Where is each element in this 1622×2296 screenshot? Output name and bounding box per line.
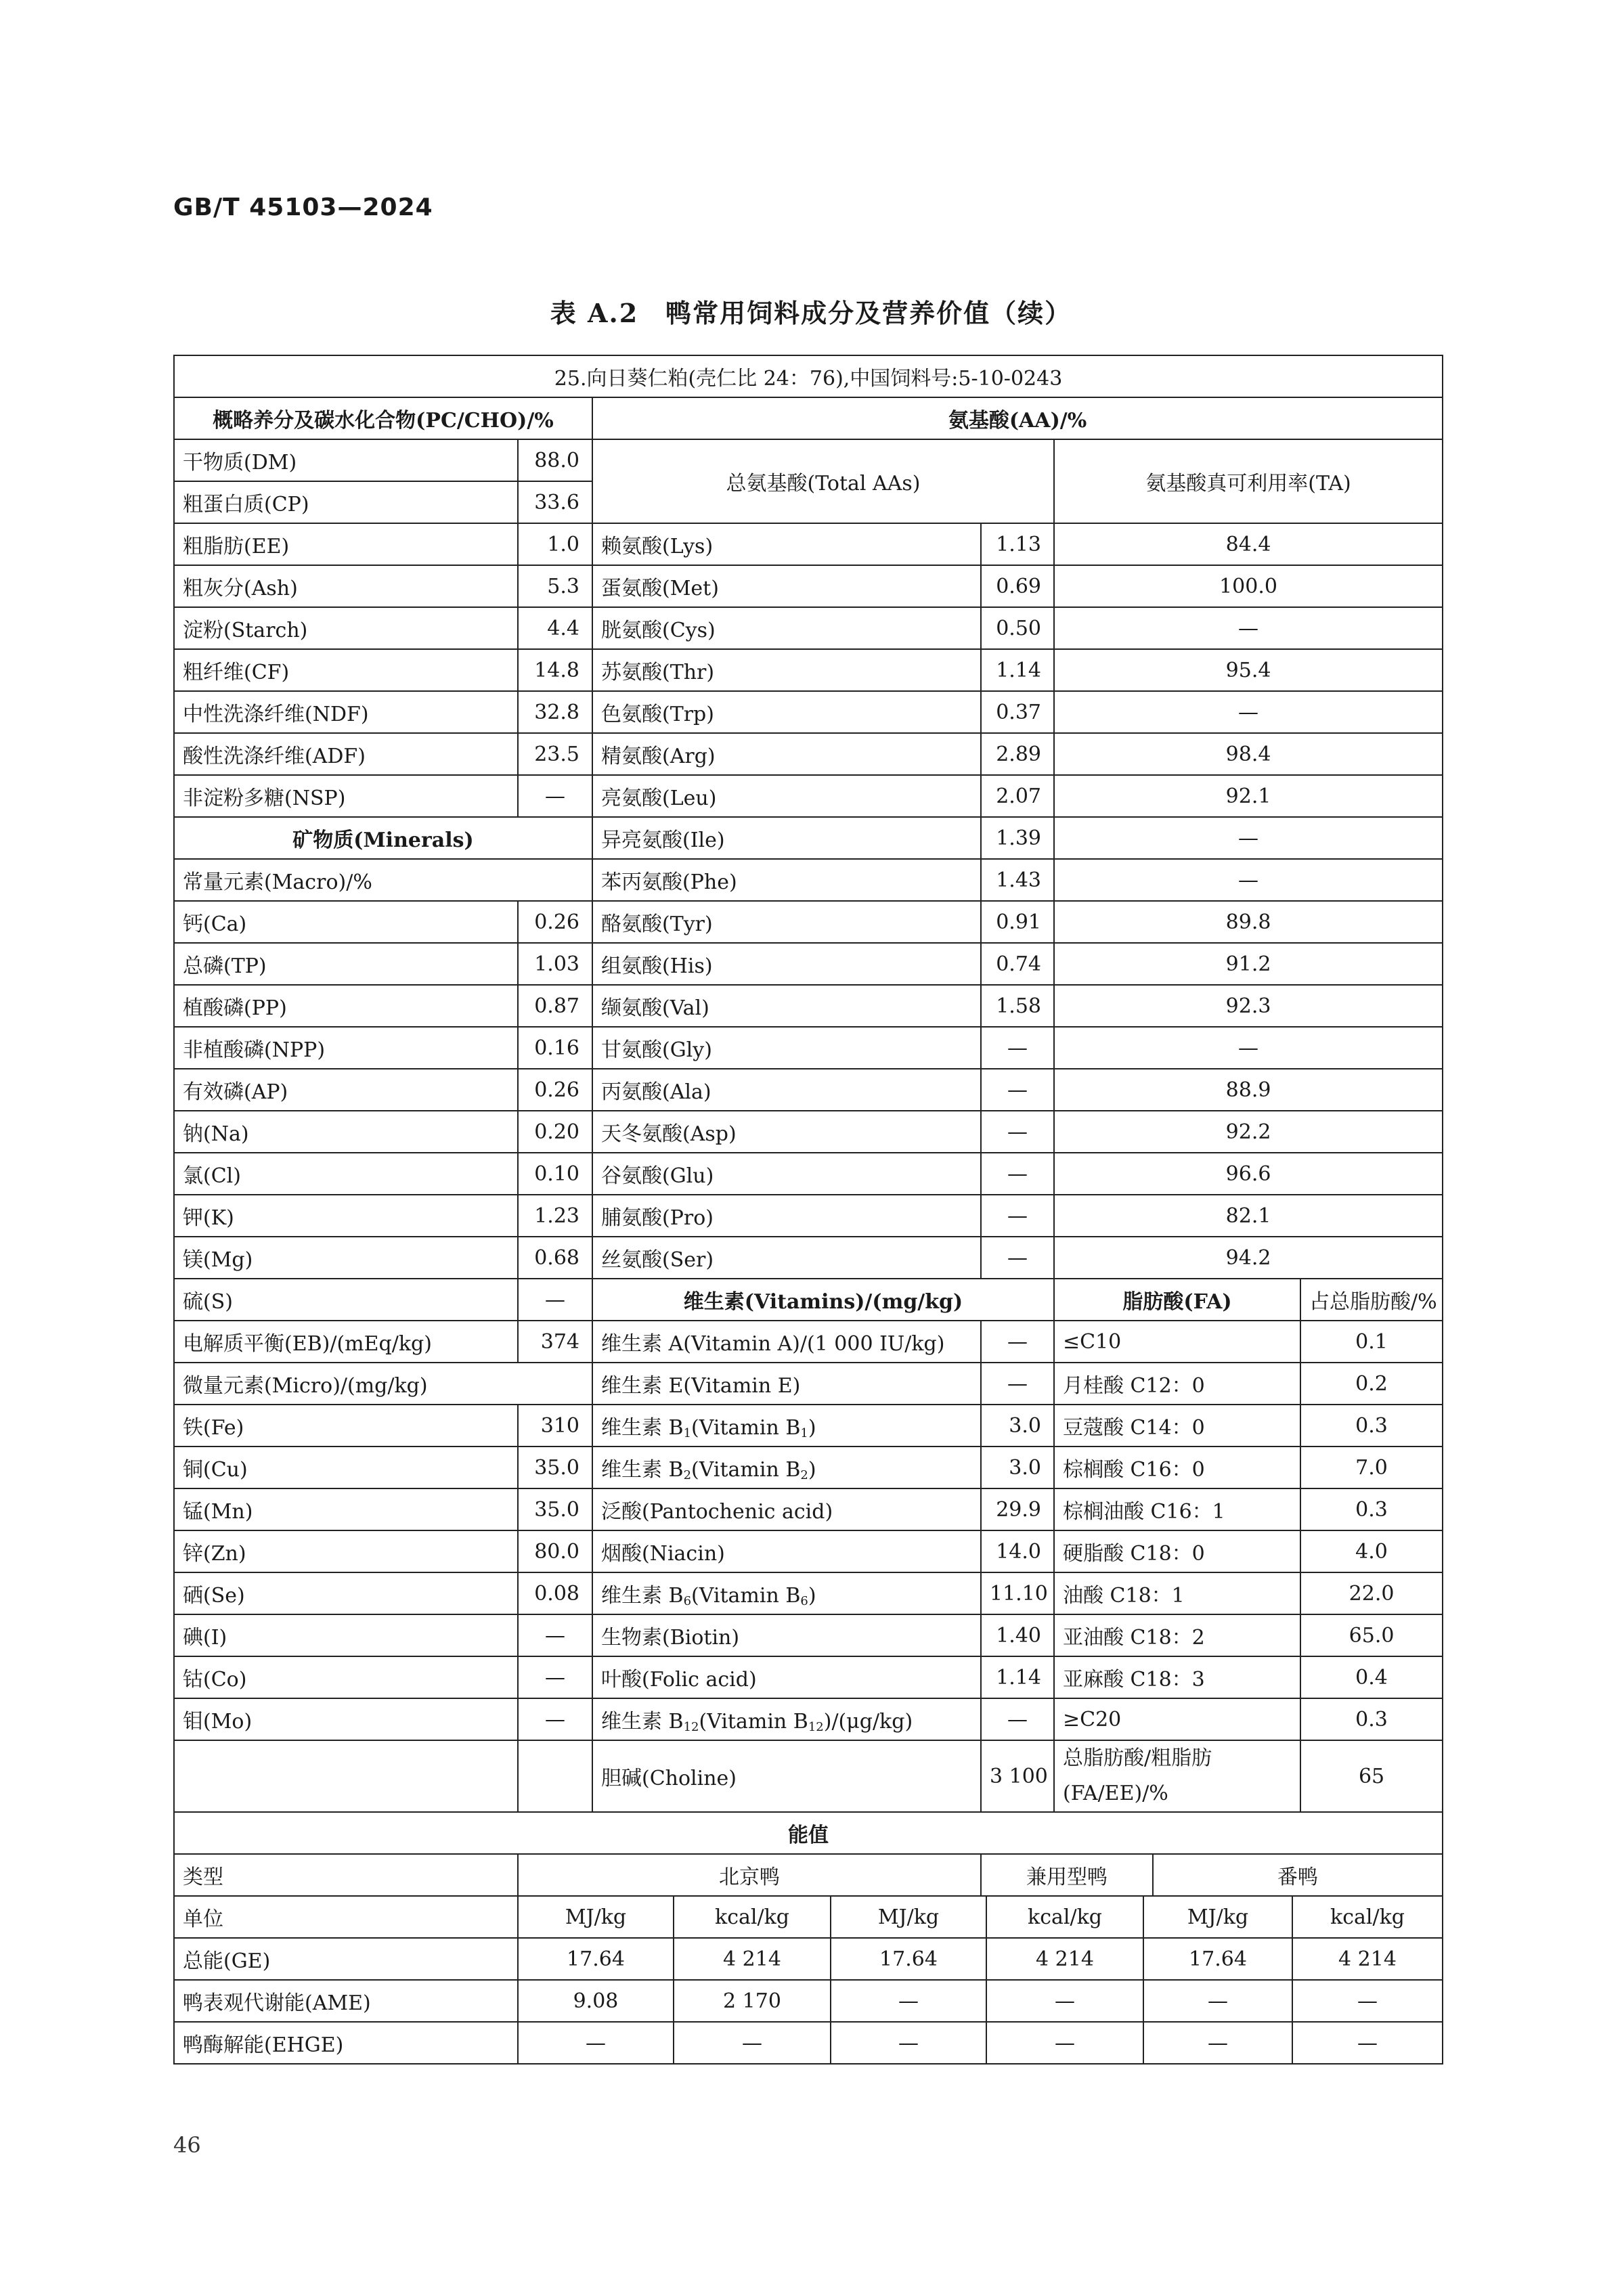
table-cell: 甘氨酸(Gly) bbox=[592, 1027, 981, 1069]
table-cell: 丝氨酸(Ser) bbox=[592, 1237, 981, 1279]
table-cell: 碘(I) bbox=[174, 1614, 518, 1656]
table-cell: — bbox=[831, 2022, 986, 2064]
table-cell: 0.08 bbox=[518, 1572, 592, 1614]
table-row bbox=[174, 1405, 1443, 1447]
table-cell: MJ/kg bbox=[518, 1896, 674, 1938]
table-cell: 33.6 bbox=[518, 481, 592, 523]
table-cell: 23.5 bbox=[518, 733, 592, 775]
table-cell: 总脂肪酸/粗脂肪(FA/EE)/% bbox=[1054, 1740, 1300, 1812]
table-row bbox=[174, 439, 1443, 481]
table-cell: 1.03 bbox=[518, 943, 592, 985]
table-cell: 94.2 bbox=[1054, 1237, 1443, 1279]
table-cell: MJ/kg bbox=[1143, 1896, 1292, 1938]
table-cell: 4.0 bbox=[1300, 1530, 1443, 1572]
table-cell: 65.0 bbox=[1300, 1614, 1443, 1656]
table-cell: — bbox=[986, 2022, 1143, 2064]
table-cell: 1.13 bbox=[981, 523, 1054, 565]
table-cell: 维生素 A(Vitamin A)/(1 000 IU/kg) bbox=[592, 1321, 981, 1363]
table-cell: — bbox=[981, 1195, 1054, 1237]
table-cell: — bbox=[981, 1027, 1054, 1069]
table-cell: — bbox=[831, 1980, 986, 2022]
table-cell: 0.3 bbox=[1300, 1405, 1443, 1447]
table-cell: — bbox=[981, 1698, 1054, 1740]
table-row bbox=[174, 691, 1443, 733]
table-cell: 维生素 E(Vitamin E) bbox=[592, 1363, 981, 1405]
table-cell: 月桂酸 C12：0 bbox=[1054, 1363, 1300, 1405]
table-cell: — bbox=[981, 1321, 1054, 1363]
table-cell: 泛酸(Pantochenic acid) bbox=[592, 1488, 981, 1530]
table-cell: 9.08 bbox=[518, 1980, 674, 2022]
table-cell: 铜(Cu) bbox=[174, 1447, 518, 1488]
table-cell: 65 bbox=[1300, 1740, 1443, 1812]
table-cell: 1.58 bbox=[981, 985, 1054, 1027]
feed-name: 25.向日葵仁粕(壳仁比 24：76),中国饲料号:5-10-0243 bbox=[174, 355, 1443, 397]
table-cell: 1.14 bbox=[981, 649, 1054, 691]
table-cell: 35.0 bbox=[518, 1488, 592, 1530]
table-row bbox=[174, 859, 1443, 901]
table-cell: — bbox=[518, 1614, 592, 1656]
row-label: 鸭表观代谢能(AME) bbox=[174, 1980, 518, 2022]
table-row bbox=[174, 1279, 1443, 1321]
table-cell: 硒(Se) bbox=[174, 1572, 518, 1614]
table-row bbox=[174, 1980, 1443, 2022]
table-row bbox=[174, 733, 1443, 775]
table-row bbox=[174, 817, 1443, 859]
page-number: 46 bbox=[173, 2132, 201, 2158]
table-cell: 91.2 bbox=[1054, 943, 1443, 985]
section-header: 常量元素(Macro)/% bbox=[174, 859, 592, 901]
table-cell: 蛋氨酸(Met) bbox=[592, 565, 981, 607]
table-cell: 98.4 bbox=[1054, 733, 1443, 775]
row-label: 总能(GE) bbox=[174, 1938, 518, 1980]
table-cell: 粗灰分(Ash) bbox=[174, 565, 518, 607]
table-cell: 缬氨酸(Val) bbox=[592, 985, 981, 1027]
table-cell: 88.0 bbox=[518, 439, 592, 481]
empty-cell bbox=[174, 1740, 518, 1812]
table-cell: 维生素 $B_2(Vitamin$ $B_2$) bbox=[592, 1447, 981, 1488]
table-cell: 88.9 bbox=[1054, 1069, 1443, 1111]
column-header: 总氨基酸(Total AAs) bbox=[592, 439, 1054, 523]
table-cell: — bbox=[986, 1980, 1143, 2022]
table-cell: 钴(Co) bbox=[174, 1656, 518, 1698]
table-row bbox=[174, 649, 1443, 691]
table-cell: 锌(Zn) bbox=[174, 1530, 518, 1572]
table-cell: — bbox=[1292, 2022, 1443, 2064]
table-cell: 植酸磷(PP) bbox=[174, 985, 518, 1027]
table-cell: 0.50 bbox=[981, 607, 1054, 649]
section-header: 微量元素(Micro)/(mg/kg) bbox=[174, 1363, 592, 1405]
table-cell: 维生素 $B_1(Vitamin$ $B_1$) bbox=[592, 1405, 981, 1447]
table-cell: kcal/kg bbox=[674, 1896, 831, 1938]
table-cell: 17.64 bbox=[831, 1938, 986, 1980]
table-row bbox=[174, 1111, 1443, 1153]
table-cell: ≥C20 bbox=[1054, 1698, 1300, 1740]
table-cell: 铁(Fe) bbox=[174, 1405, 518, 1447]
table-cell: 生物素(Biotin) bbox=[592, 1614, 981, 1656]
table-cell: 有效磷(AP) bbox=[174, 1069, 518, 1111]
table-cell: 29.9 bbox=[981, 1488, 1054, 1530]
table-row bbox=[174, 607, 1443, 649]
table-cell: 天冬氨酸(Asp) bbox=[592, 1111, 981, 1153]
section-header: 矿物质(Minerals) bbox=[174, 817, 592, 859]
table-cell: 异亮氨酸(Ile) bbox=[592, 817, 981, 859]
table-cell: 14.8 bbox=[518, 649, 592, 691]
table-cell: 17.64 bbox=[1143, 1938, 1292, 1980]
table-cell: 酪氨酸(Tyr) bbox=[592, 901, 981, 943]
column-header: 占总脂肪酸/% bbox=[1300, 1279, 1443, 1321]
table-cell: 0.20 bbox=[518, 1111, 592, 1153]
table-cell: 92.2 bbox=[1054, 1111, 1443, 1153]
table-cell: 0.3 bbox=[1300, 1488, 1443, 1530]
table-row bbox=[174, 1812, 1443, 1854]
table-row bbox=[174, 1896, 1443, 1938]
table-cell: 干物质(DM) bbox=[174, 439, 518, 481]
table-cell: 色氨酸(Trp) bbox=[592, 691, 981, 733]
table-cell: 2.07 bbox=[981, 775, 1054, 817]
table-cell: 4.4 bbox=[518, 607, 592, 649]
table-cell: 镁(Mg) bbox=[174, 1237, 518, 1279]
section-header: 概略养分及碳水化合物(PC/CHO)/% bbox=[174, 397, 592, 439]
nutrient-table bbox=[173, 355, 1443, 1897]
table-row bbox=[174, 397, 1443, 439]
table-cell: 亮氨酸(Leu) bbox=[592, 775, 981, 817]
table-cell: 0.26 bbox=[518, 901, 592, 943]
table-row bbox=[174, 523, 1443, 565]
table-row bbox=[174, 1740, 1443, 1812]
column-header: 兼用型鸭 bbox=[981, 1854, 1153, 1896]
table-cell: 钠(Na) bbox=[174, 1111, 518, 1153]
column-header: 氨基酸真可利用率(TA) bbox=[1054, 439, 1443, 523]
table-cell: — bbox=[1292, 1980, 1443, 2022]
table-row bbox=[174, 1153, 1443, 1195]
empty-cell bbox=[518, 1740, 592, 1812]
table-cell: — bbox=[1143, 1980, 1292, 2022]
table-cell: 粗纤维(CF) bbox=[174, 649, 518, 691]
table-row bbox=[174, 355, 1443, 397]
table-cell: 粗蛋白质(CP) bbox=[174, 481, 518, 523]
table-cell: 棕榈酸 C16：0 bbox=[1054, 1447, 1300, 1488]
table-row bbox=[174, 1237, 1443, 1279]
table-row bbox=[174, 1069, 1443, 1111]
table-cell: 0.26 bbox=[518, 1069, 592, 1111]
row-label: 单位 bbox=[174, 1896, 518, 1938]
table-cell: kcal/kg bbox=[1292, 1896, 1443, 1938]
table-cell: 组氨酸(His) bbox=[592, 943, 981, 985]
table-cell: 32.8 bbox=[518, 691, 592, 733]
table-cell: 96.6 bbox=[1054, 1153, 1443, 1195]
table-cell: 淀粉(Starch) bbox=[174, 607, 518, 649]
table-row bbox=[174, 1321, 1443, 1363]
table-row bbox=[174, 1656, 1443, 1698]
table-cell: 钼(Mo) bbox=[174, 1698, 518, 1740]
table-cell: 非植酸磷(NPP) bbox=[174, 1027, 518, 1069]
table-cell: 0.3 bbox=[1300, 1698, 1443, 1740]
table-cell: 1.23 bbox=[518, 1195, 592, 1237]
table-cell: 17.64 bbox=[518, 1938, 674, 1980]
table-cell: 1.39 bbox=[981, 817, 1054, 859]
table-cell: 类型 bbox=[174, 1854, 518, 1896]
table-cell: 4 214 bbox=[1292, 1938, 1443, 1980]
table-cell: 0.2 bbox=[1300, 1363, 1443, 1405]
table-cell: 电解质平衡(EB)/(mEq/kg) bbox=[174, 1321, 518, 1363]
table-cell: 维生素 $B_6(Vitamin$ $B_6$) bbox=[592, 1572, 981, 1614]
table-cell: 中性洗涤纤维(NDF) bbox=[174, 691, 518, 733]
table-cell: 2 170 bbox=[674, 1980, 831, 2022]
table-cell: — bbox=[518, 2022, 674, 2064]
table-cell: — bbox=[674, 2022, 831, 2064]
table-row bbox=[174, 1027, 1443, 1069]
table-row bbox=[174, 1938, 1443, 1980]
table-cell: 3.0 bbox=[981, 1405, 1054, 1447]
table-cell: 0.69 bbox=[981, 565, 1054, 607]
table-cell: — bbox=[518, 1279, 592, 1321]
table-cell: 胆碱(Choline) bbox=[592, 1740, 981, 1812]
table-cell: 92.3 bbox=[1054, 985, 1443, 1027]
table-cell: — bbox=[518, 1656, 592, 1698]
table-cell: — bbox=[1054, 691, 1443, 733]
table-row bbox=[174, 2022, 1443, 2064]
table-cell: 脯氨酸(Pro) bbox=[592, 1195, 981, 1237]
table-row bbox=[174, 943, 1443, 985]
table-cell: 92.1 bbox=[1054, 775, 1443, 817]
table-cell: 80.0 bbox=[518, 1530, 592, 1572]
table-cell: 1.40 bbox=[981, 1614, 1054, 1656]
table-cell: 钙(Ca) bbox=[174, 901, 518, 943]
table-cell: 100.0 bbox=[1054, 565, 1443, 607]
table-cell: 丙氨酸(Ala) bbox=[592, 1069, 981, 1111]
table-cell: 1.14 bbox=[981, 1656, 1054, 1698]
table-cell: 0.87 bbox=[518, 985, 592, 1027]
table-cell: 310 bbox=[518, 1405, 592, 1447]
table-cell: 氯(Cl) bbox=[174, 1153, 518, 1195]
table-cell: 烟酸(Niacin) bbox=[592, 1530, 981, 1572]
table-cell: 粗脂肪(EE) bbox=[174, 523, 518, 565]
table-cell: — bbox=[1054, 817, 1443, 859]
table-row bbox=[174, 1698, 1443, 1740]
section-header: 脂肪酸(FA) bbox=[1054, 1279, 1300, 1321]
table-cell: 4 214 bbox=[674, 1938, 831, 1980]
table-cell: 硬脂酸 C18：0 bbox=[1054, 1530, 1300, 1572]
standard-code: GB/T 45103—2024 bbox=[173, 194, 433, 221]
table-cell: 谷氨酸(Glu) bbox=[592, 1153, 981, 1195]
table-cell: 89.8 bbox=[1054, 901, 1443, 943]
table-row bbox=[174, 985, 1443, 1027]
table-cell: 豆蔻酸 C14：0 bbox=[1054, 1405, 1300, 1447]
table-cell: — bbox=[1054, 607, 1443, 649]
table-cell: kcal/kg bbox=[986, 1896, 1143, 1938]
table-cell: 非淀粉多糖(NSP) bbox=[174, 775, 518, 817]
table-row bbox=[174, 1195, 1443, 1237]
table-cell: 赖氨酸(Lys) bbox=[592, 523, 981, 565]
table-cell: 0.16 bbox=[518, 1027, 592, 1069]
table-cell: — bbox=[981, 1069, 1054, 1111]
table-cell: ≤C10 bbox=[1054, 1321, 1300, 1363]
energy-table bbox=[173, 1895, 1443, 2065]
table-cell: — bbox=[1054, 859, 1443, 901]
table-cell: — bbox=[518, 775, 592, 817]
table-cell: — bbox=[981, 1153, 1054, 1195]
table-cell: 硫(S) bbox=[174, 1279, 518, 1321]
table-row bbox=[174, 1854, 1443, 1896]
table-cell: 精氨酸(Arg) bbox=[592, 733, 981, 775]
table-cell: — bbox=[518, 1698, 592, 1740]
table-cell: 3.0 bbox=[981, 1447, 1054, 1488]
table-cell: 11.10 bbox=[981, 1572, 1054, 1614]
table-cell: 维生素 $B_{12}(Vitamin$ $B_{12})/(\mu g/kg)$ bbox=[592, 1698, 981, 1740]
table-cell: — bbox=[1143, 2022, 1292, 2064]
table-cell: — bbox=[1054, 1027, 1443, 1069]
column-header: 北京鸭 bbox=[518, 1854, 981, 1896]
table-cell: — bbox=[981, 1111, 1054, 1153]
table-row bbox=[174, 901, 1443, 943]
table-cell: 2.89 bbox=[981, 733, 1054, 775]
table-cell: 35.0 bbox=[518, 1447, 592, 1488]
table-cell: 0.1 bbox=[1300, 1321, 1443, 1363]
table-cell: 苏氨酸(Thr) bbox=[592, 649, 981, 691]
section-header: 维生素(Vitamins)/(mg/kg) bbox=[592, 1279, 1054, 1321]
table-row bbox=[174, 1572, 1443, 1614]
table-cell: 亚麻酸 C18：3 bbox=[1054, 1656, 1300, 1698]
table-cell: 0.10 bbox=[518, 1153, 592, 1195]
table-cell: 1.43 bbox=[981, 859, 1054, 901]
section-header: 能值 bbox=[174, 1812, 1443, 1854]
table-cell: 胱氨酸(Cys) bbox=[592, 607, 981, 649]
table-row bbox=[174, 1488, 1443, 1530]
table-cell: MJ/kg bbox=[831, 1896, 986, 1938]
table-cell: 苯丙氨酸(Phe) bbox=[592, 859, 981, 901]
table-cell: 0.91 bbox=[981, 901, 1054, 943]
table-cell: 84.4 bbox=[1054, 523, 1443, 565]
table-cell: 0.68 bbox=[518, 1237, 592, 1279]
table-cell: 亚油酸 C18：2 bbox=[1054, 1614, 1300, 1656]
table-cell: 棕榈油酸 C16：1 bbox=[1054, 1488, 1300, 1530]
table-cell: 95.4 bbox=[1054, 649, 1443, 691]
table-cell: 1.0 bbox=[518, 523, 592, 565]
table-cell: 22.0 bbox=[1300, 1572, 1443, 1614]
table-row bbox=[174, 565, 1443, 607]
table-cell: — bbox=[981, 1363, 1054, 1405]
table-cell: 7.0 bbox=[1300, 1447, 1443, 1488]
table-cell: 4 214 bbox=[986, 1938, 1143, 1980]
table-cell: 0.74 bbox=[981, 943, 1054, 985]
row-label: 鸭酶解能(EHGE) bbox=[174, 2022, 518, 2064]
table-row bbox=[174, 1614, 1443, 1656]
table-row bbox=[174, 1530, 1443, 1572]
table-cell: 14.0 bbox=[981, 1530, 1054, 1572]
column-header: 番鸭 bbox=[1153, 1854, 1443, 1896]
table-cell: 锰(Mn) bbox=[174, 1488, 518, 1530]
table-cell: 374 bbox=[518, 1321, 592, 1363]
table-title: 表 A.2 鸭常用饲料成分及营养价值（续） bbox=[550, 298, 1072, 328]
table-cell: 0.37 bbox=[981, 691, 1054, 733]
table-row bbox=[174, 1363, 1443, 1405]
table-cell: 0.4 bbox=[1300, 1656, 1443, 1698]
table-cell: 82.1 bbox=[1054, 1195, 1443, 1237]
table-cell: 钾(K) bbox=[174, 1195, 518, 1237]
table-cell: 叶酸(Folic acid) bbox=[592, 1656, 981, 1698]
table-cell: 总磷(TP) bbox=[174, 943, 518, 985]
table-row bbox=[174, 775, 1443, 817]
section-header: 氨基酸(AA)/% bbox=[592, 397, 1443, 439]
table-row bbox=[174, 1447, 1443, 1488]
table-cell: 油酸 C18：1 bbox=[1054, 1572, 1300, 1614]
table-cell: 3 100 bbox=[981, 1740, 1054, 1812]
table-cell: — bbox=[981, 1237, 1054, 1279]
table-cell: 酸性洗涤纤维(ADF) bbox=[174, 733, 518, 775]
table-cell: 5.3 bbox=[518, 565, 592, 607]
